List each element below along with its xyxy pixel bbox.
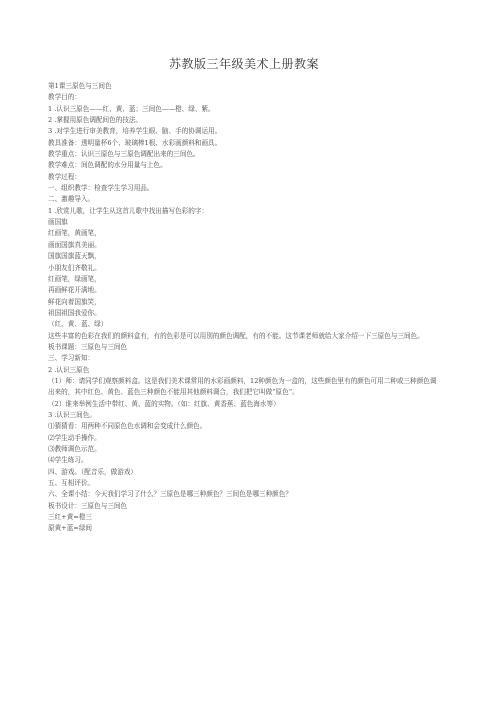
text-line: （红、黄、蓝、绿） bbox=[48, 320, 108, 329]
text-line: ⑶教师调色示范。 bbox=[48, 445, 101, 453]
poem-line: 红画笔，黄画笔， bbox=[48, 229, 101, 238]
text-line: 教学过程： bbox=[48, 172, 81, 181]
text-line: 板书课题：三原色与三间色 bbox=[48, 342, 128, 351]
text-line: 教学难点：间色调配的水分用量与上色。 bbox=[48, 161, 167, 170]
lesson-heading: 第1课三原色与三间色 bbox=[48, 82, 112, 90]
text-line: 板书设计：三原色与三间色 bbox=[48, 501, 128, 510]
text-line: ⑴猜猜看：用两种不同原色色水调和会变成什么颜色。 bbox=[48, 422, 207, 431]
poem-line: 鲜花向着国旗笑， bbox=[48, 297, 101, 306]
text-line: 六、全课小结：今天我们学习了什么？三原色是哪三种颜色？三间色是哪三种颜色？ bbox=[48, 490, 292, 499]
text-line: 五、互相评价。 bbox=[48, 479, 95, 488]
text-line: 教学目的： bbox=[48, 93, 81, 102]
text-line: ⑵学生动手操作。 bbox=[48, 433, 101, 442]
text-line: 1 .欣赏儿歌，让学生从这首儿歌中找出描写色彩的字： bbox=[48, 206, 209, 215]
text-line: （2）谁来举例生活中带红、黄、蓝的实物。（如：红旗、黄香蕉、蓝色海水等） bbox=[48, 399, 280, 408]
document-title: 苏教版三年级美术上册教案 bbox=[168, 57, 319, 71]
text-line: 二、激趣导入。 bbox=[48, 195, 95, 204]
text-paragraph: （1）师：请同学们观察颜料盒。这是我们美术课常用的水彩画颜料，12种颜色为一盒的，这些颜色里有的颜色可用二种或三种颜色调出来的，其中红色、黄色、蓝色三种颜色不能用其他颜料调合，我们把它叫做“原色”。 bbox=[48, 376, 437, 397]
poem-line: 红画笔，绿画笔， bbox=[48, 274, 101, 283]
poem-line: 祖国祖国我爱你。 bbox=[48, 308, 101, 317]
text-line: 三、学习新知： bbox=[48, 354, 95, 363]
text-line: 教学重点：认识三原色与三原色调配出来的三间色。 bbox=[48, 150, 200, 159]
poem-line: 再画鲜花开满地。 bbox=[48, 286, 101, 295]
text-line: 三红+黄=橙三 bbox=[48, 513, 93, 522]
document-body bbox=[48, 81, 440, 535]
poem-line: 画国旗 bbox=[48, 218, 68, 227]
text-line: ⑷学生练习。 bbox=[48, 456, 88, 465]
poem-line: 画面国旗真美丽。 bbox=[48, 240, 101, 249]
text-line: 四、游戏。（配音乐，做游戏） bbox=[48, 467, 138, 476]
poem-line: 国旗国旗蓝天飘， bbox=[48, 252, 101, 261]
text-line: 2 .认识三原色 bbox=[48, 365, 90, 374]
text-line: 1 .认识三原色——红、黄、蓝；三间色——橙、绿、紫。 bbox=[48, 104, 215, 113]
text-line: 3 .对学生进行审美教育，培养学生眼、脑、手的协调运用。 bbox=[48, 127, 222, 136]
text-line: 一、组织教学：检查学生学习用品。 bbox=[48, 184, 154, 193]
text-line: 教具准备：透明量杯6个、玻璃棒1根、水彩画颜料和画具。 bbox=[48, 138, 222, 147]
text-line: 原黄+蓝=绿间 bbox=[48, 524, 93, 533]
poem-line: 小朋友们齐敬礼。 bbox=[48, 263, 101, 272]
text-line: 2 .掌握用原色调配间色的技法。 bbox=[48, 116, 143, 125]
text-paragraph: 这些丰富的色彩在我们的颜料盒有，有的色彩是可以用别的颜色调配，有的不能。这节课老师就给大家介绍一下三原色与三间色。 bbox=[48, 331, 424, 340]
text-line: 3 .认识三间色。 bbox=[48, 410, 96, 419]
